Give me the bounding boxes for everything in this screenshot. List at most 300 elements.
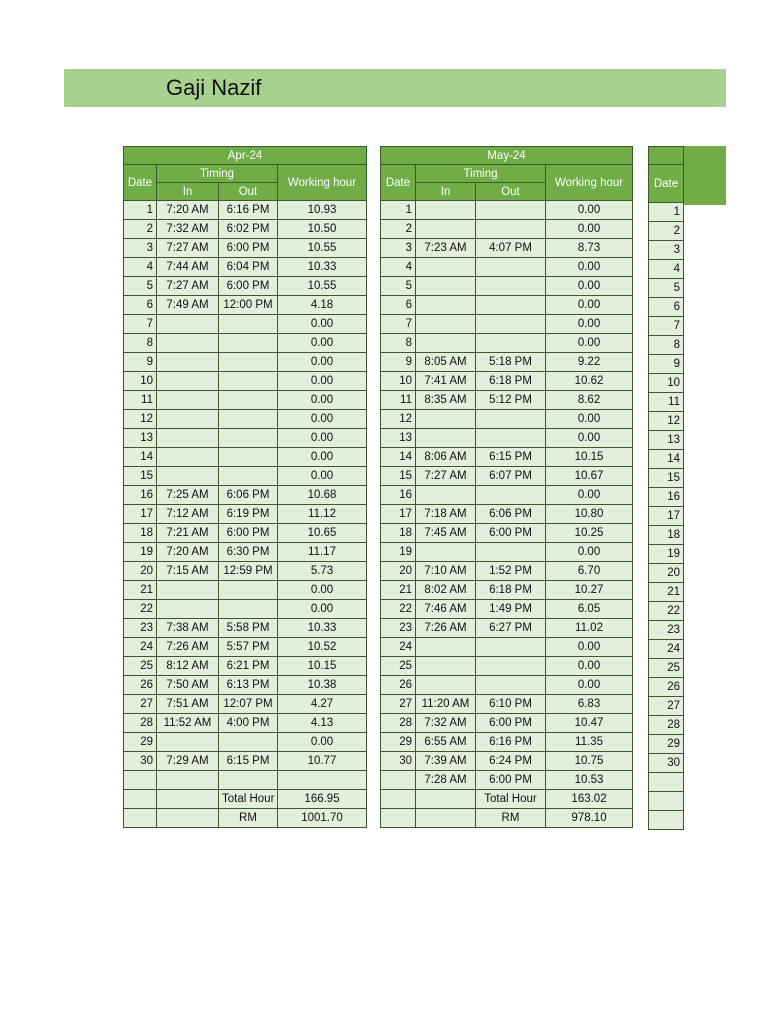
date-cell: 25 <box>124 657 157 676</box>
time-out-cell <box>219 372 278 391</box>
table-row <box>124 543 367 562</box>
time-out-cell: 6:02 PM <box>219 220 278 239</box>
table-row <box>649 393 684 412</box>
time-out-cell: 6:00 PM <box>476 524 546 543</box>
time-out-cell: 6:04 PM <box>219 258 278 277</box>
date-cell: 11 <box>649 393 684 412</box>
time-in-cell: 7:51 AM <box>157 695 219 714</box>
working-hour-cell: 4.13 <box>278 714 367 733</box>
table-row <box>381 258 633 277</box>
time-in-cell <box>157 600 219 619</box>
working-hour-cell: 0.00 <box>546 277 633 296</box>
date-cell: 2 <box>124 220 157 239</box>
time-in-cell: 7:20 AM <box>157 201 219 220</box>
date-cell: 6 <box>381 296 416 315</box>
month-header: Apr-24 <box>124 147 367 165</box>
date-cell: 12 <box>649 412 684 431</box>
time-in-cell <box>416 334 476 353</box>
date-cell: 18 <box>649 526 684 545</box>
working-hour-cell: 8.62 <box>546 391 633 410</box>
date-cell: 10 <box>649 374 684 393</box>
summary-blank-cell <box>124 809 157 828</box>
time-out-cell: 6:00 PM <box>219 239 278 258</box>
working-hour-cell: 0.00 <box>546 296 633 315</box>
time-in-cell: 6:55 AM <box>416 733 476 752</box>
date-cell: 8 <box>124 334 157 353</box>
table-row <box>124 505 367 524</box>
working-hour-cell: 10.55 <box>278 239 367 258</box>
time-out-cell: 1:52 PM <box>476 562 546 581</box>
time-out-cell: 6:16 PM <box>476 733 546 752</box>
working-hour-cell: 0.00 <box>546 315 633 334</box>
table-row <box>649 697 684 716</box>
table-row <box>124 277 367 296</box>
table-row <box>381 277 633 296</box>
date-cell: 1 <box>381 201 416 220</box>
date-cell: 19 <box>649 545 684 564</box>
time-in-cell: 7:29 AM <box>157 752 219 771</box>
table-row <box>649 203 684 222</box>
working-hour-cell: 0.00 <box>278 429 367 448</box>
summary-blank-cell <box>157 809 219 828</box>
time-out-cell: 5:18 PM <box>476 353 546 372</box>
date-cell: 16 <box>381 486 416 505</box>
time-out-cell <box>476 315 546 334</box>
working-hour-cell: 4.18 <box>278 296 367 315</box>
date-cell: 4 <box>124 258 157 277</box>
date-cell <box>381 771 416 790</box>
working-hour-cell: 0.00 <box>546 220 633 239</box>
summary-blank-cell <box>649 811 684 830</box>
table-row <box>381 220 633 239</box>
date-cell: 15 <box>124 467 157 486</box>
time-in-cell: 7:27 AM <box>157 277 219 296</box>
working-hour-cell: 10.93 <box>278 201 367 220</box>
table-row <box>649 355 684 374</box>
time-out-cell: 6:07 PM <box>476 467 546 486</box>
date-cell: 2 <box>381 220 416 239</box>
date-cell: 1 <box>649 203 684 222</box>
rm-value: 1001.70 <box>278 809 367 828</box>
time-in-cell <box>416 638 476 657</box>
working-hour-cell: 10.33 <box>278 619 367 638</box>
time-out-cell: 6:15 PM <box>476 448 546 467</box>
date-cell: 30 <box>381 752 416 771</box>
time-in-cell: 7:26 AM <box>416 619 476 638</box>
working-hour-cell: 10.50 <box>278 220 367 239</box>
rm-label: RM <box>219 809 278 828</box>
table-row <box>649 640 684 659</box>
time-out-cell <box>219 391 278 410</box>
table-row <box>381 676 633 695</box>
table-row <box>381 543 633 562</box>
time-out-cell: 6:00 PM <box>476 714 546 733</box>
table-row <box>124 752 367 771</box>
date-cell: 4 <box>381 258 416 277</box>
summary-blank-cell <box>381 790 416 809</box>
table-row <box>381 410 633 429</box>
time-out-cell: 5:57 PM <box>219 638 278 657</box>
working-hour-cell: 10.68 <box>278 486 367 505</box>
date-cell: 25 <box>381 657 416 676</box>
out-header: Out <box>219 183 278 201</box>
date-cell: 23 <box>649 621 684 640</box>
time-out-cell: 12:07 PM <box>219 695 278 714</box>
table-row <box>124 657 367 676</box>
working-hour-cell: 10.53 <box>546 771 633 790</box>
time-in-cell: 7:18 AM <box>416 505 476 524</box>
table-row <box>649 602 684 621</box>
date-cell: 20 <box>649 564 684 583</box>
table-row <box>381 296 633 315</box>
date-cell: 15 <box>649 469 684 488</box>
date-cell: 24 <box>381 638 416 657</box>
date-cell <box>124 771 157 790</box>
time-out-cell <box>219 733 278 752</box>
table-row <box>649 488 684 507</box>
working-hour-cell: 0.00 <box>278 353 367 372</box>
working-hour-cell: 11.12 <box>278 505 367 524</box>
date-cell: 28 <box>124 714 157 733</box>
summary-blank-cell <box>124 790 157 809</box>
time-in-cell <box>416 296 476 315</box>
table-row <box>649 260 684 279</box>
time-in-cell <box>416 486 476 505</box>
table-row <box>381 505 633 524</box>
table-row <box>381 334 633 353</box>
time-in-cell: 11:52 AM <box>157 714 219 733</box>
table-row <box>649 621 684 640</box>
table-row <box>124 676 367 695</box>
time-out-cell: 4:07 PM <box>476 239 546 258</box>
time-out-cell <box>219 334 278 353</box>
table-row <box>649 507 684 526</box>
time-out-cell <box>476 543 546 562</box>
working-hour-cell: 0.00 <box>546 543 633 562</box>
month-header <box>649 147 684 165</box>
date-cell: 7 <box>124 315 157 334</box>
time-out-cell: 4:00 PM <box>219 714 278 733</box>
time-in-cell: 8:12 AM <box>157 657 219 676</box>
table-row <box>381 467 633 486</box>
working-hour-cell: 10.52 <box>278 638 367 657</box>
working-hour-cell: 0.00 <box>546 638 633 657</box>
summary-blank-cell <box>381 809 416 828</box>
time-out-cell: 6:00 PM <box>219 277 278 296</box>
time-in-cell: 7:32 AM <box>157 220 219 239</box>
date-cell: 17 <box>124 505 157 524</box>
working-hour-cell: 10.77 <box>278 752 367 771</box>
working-hour-cell: 0.00 <box>546 201 633 220</box>
date-cell: 4 <box>649 260 684 279</box>
table-row <box>381 201 633 220</box>
table-row <box>124 524 367 543</box>
date-cell: 9 <box>124 353 157 372</box>
time-in-cell <box>157 581 219 600</box>
summary-blank-cell <box>416 790 476 809</box>
working-hour-cell: 0.00 <box>546 258 633 277</box>
date-cell: 12 <box>124 410 157 429</box>
date-cell: 9 <box>649 355 684 374</box>
working-hour-cell: 10.38 <box>278 676 367 695</box>
working-hour-cell: 4.27 <box>278 695 367 714</box>
total-hour-value: 163.02 <box>546 790 633 809</box>
summary-blank-cell <box>157 790 219 809</box>
working-hour-cell: 0.00 <box>546 410 633 429</box>
time-out-cell: 1:49 PM <box>476 600 546 619</box>
working-hour-cell: 0.00 <box>278 581 367 600</box>
table-row <box>381 581 633 600</box>
time-in-cell: 7:25 AM <box>157 486 219 505</box>
time-in-cell <box>416 410 476 429</box>
time-in-cell: 7:28 AM <box>416 771 476 790</box>
table-row <box>124 315 367 334</box>
title-banner <box>64 69 726 107</box>
time-in-cell <box>416 429 476 448</box>
table-row <box>124 714 367 733</box>
time-in-cell <box>416 258 476 277</box>
table-row <box>124 429 367 448</box>
table-row <box>381 638 633 657</box>
time-in-cell: 7:46 AM <box>416 600 476 619</box>
working-hour-cell: 0.00 <box>278 391 367 410</box>
time-in-cell: 7:12 AM <box>157 505 219 524</box>
date-cell: 18 <box>124 524 157 543</box>
table-row <box>381 714 633 733</box>
table-row <box>381 562 633 581</box>
table-row <box>381 486 633 505</box>
total-hour-label: Total Hour <box>476 790 546 809</box>
table-row <box>124 296 367 315</box>
table-row <box>124 448 367 467</box>
time-in-cell: 7:27 AM <box>416 467 476 486</box>
date-cell: 10 <box>381 372 416 391</box>
out-header: Out <box>476 183 546 201</box>
time-out-cell <box>476 220 546 239</box>
table-row <box>649 526 684 545</box>
total-hour-value: 166.95 <box>278 790 367 809</box>
date-cell: 26 <box>381 676 416 695</box>
table-row <box>124 638 367 657</box>
time-out-cell <box>219 467 278 486</box>
date-cell: 28 <box>649 716 684 735</box>
time-in-cell: 7:41 AM <box>416 372 476 391</box>
working-hour-cell: 11.35 <box>546 733 633 752</box>
time-in-cell: 7:27 AM <box>157 239 219 258</box>
in-header: In <box>157 183 219 201</box>
table-row <box>124 695 367 714</box>
table-row <box>649 336 684 355</box>
table-row <box>124 334 367 353</box>
time-out-cell <box>476 676 546 695</box>
date-header: Date <box>381 165 416 201</box>
time-in-cell <box>157 372 219 391</box>
summary-blank-cell <box>649 792 684 811</box>
time-out-cell <box>476 486 546 505</box>
date-cell: 30 <box>649 754 684 773</box>
time-in-cell: 7:38 AM <box>157 619 219 638</box>
partial-month-header <box>683 146 726 205</box>
time-in-cell <box>416 220 476 239</box>
date-cell: 8 <box>649 336 684 355</box>
time-out-cell <box>476 277 546 296</box>
time-in-cell: 7:45 AM <box>416 524 476 543</box>
working-hour-cell: 0.00 <box>278 467 367 486</box>
date-cell: 22 <box>381 600 416 619</box>
table-row <box>381 695 633 714</box>
date-cell: 27 <box>124 695 157 714</box>
time-out-cell <box>476 334 546 353</box>
month-header: May-24 <box>381 147 633 165</box>
date-cell: 14 <box>381 448 416 467</box>
table-row <box>649 412 684 431</box>
time-out-cell <box>219 600 278 619</box>
working-hour-cell: 0.00 <box>278 600 367 619</box>
date-cell: 28 <box>381 714 416 733</box>
table-row <box>381 448 633 467</box>
table-row <box>124 486 367 505</box>
time-in-cell <box>416 201 476 220</box>
time-in-cell: 7:49 AM <box>157 296 219 315</box>
working-hour-cell: 10.80 <box>546 505 633 524</box>
time-out-cell: 6:16 PM <box>219 201 278 220</box>
time-out-cell <box>219 448 278 467</box>
date-cell: 8 <box>381 334 416 353</box>
working-hour-cell: 6.83 <box>546 695 633 714</box>
working-hour-cell: 10.62 <box>546 372 633 391</box>
time-out-cell: 6:00 PM <box>219 524 278 543</box>
working-hour-cell: 0.00 <box>278 448 367 467</box>
working-hour-cell: 0.00 <box>546 334 633 353</box>
date-cell: 9 <box>381 353 416 372</box>
working-hour-cell: 0.00 <box>278 372 367 391</box>
date-cell: 17 <box>649 507 684 526</box>
table-row <box>381 619 633 638</box>
time-in-cell: 7:20 AM <box>157 543 219 562</box>
table-row <box>381 733 633 752</box>
table-row <box>124 733 367 752</box>
date-cell: 29 <box>649 735 684 754</box>
time-in-cell <box>157 410 219 429</box>
working-hour-cell: 6.05 <box>546 600 633 619</box>
time-out-cell: 6:06 PM <box>219 486 278 505</box>
timing-header: Timing <box>157 165 278 183</box>
table-row <box>124 562 367 581</box>
date-cell: 2 <box>649 222 684 241</box>
time-in-cell <box>416 277 476 296</box>
total-hour-label: Total Hour <box>219 790 278 809</box>
date-cell: 5 <box>649 279 684 298</box>
in-header: In <box>416 183 476 201</box>
date-cell: 29 <box>381 733 416 752</box>
time-in-cell <box>157 771 219 790</box>
time-in-cell: 8:06 AM <box>416 448 476 467</box>
working-hour-cell: 0.00 <box>546 429 633 448</box>
working-hour-cell: 10.25 <box>546 524 633 543</box>
table-row <box>649 735 684 754</box>
date-cell: 12 <box>381 410 416 429</box>
working-hour-cell: 9.22 <box>546 353 633 372</box>
working-hour-header: Working hour <box>278 165 367 201</box>
date-cell: 15 <box>381 467 416 486</box>
working-hour-cell <box>278 771 367 790</box>
time-in-cell: 7:15 AM <box>157 562 219 581</box>
date-cell: 11 <box>124 391 157 410</box>
time-in-cell: 7:32 AM <box>416 714 476 733</box>
date-cell: 26 <box>124 676 157 695</box>
time-in-cell <box>157 315 219 334</box>
time-out-cell <box>476 429 546 448</box>
time-out-cell <box>476 638 546 657</box>
working-hour-cell: 10.27 <box>546 581 633 600</box>
working-hour-cell: 8.73 <box>546 239 633 258</box>
working-hour-cell: 10.75 <box>546 752 633 771</box>
time-out-cell: 6:30 PM <box>219 543 278 562</box>
date-cell: 3 <box>124 239 157 258</box>
table-row <box>381 372 633 391</box>
time-in-cell <box>157 429 219 448</box>
table-row <box>649 450 684 469</box>
timing-header: Timing <box>416 165 546 183</box>
time-out-cell <box>219 429 278 448</box>
date-cell: 13 <box>381 429 416 448</box>
time-in-cell: 7:39 AM <box>416 752 476 771</box>
working-hour-cell: 6.70 <box>546 562 633 581</box>
table-row <box>381 600 633 619</box>
date-cell: 26 <box>649 678 684 697</box>
time-out-cell: 6:21 PM <box>219 657 278 676</box>
date-cell: 6 <box>649 298 684 317</box>
time-out-cell: 12:59 PM <box>219 562 278 581</box>
table-row <box>649 754 684 773</box>
table-row <box>381 752 633 771</box>
table-row <box>124 410 367 429</box>
time-in-cell <box>416 543 476 562</box>
table-row <box>124 220 367 239</box>
rm-label: RM <box>476 809 546 828</box>
date-cell: 20 <box>381 562 416 581</box>
partial-timesheet-table <box>648 146 684 830</box>
date-cell: 21 <box>124 581 157 600</box>
date-cell: 3 <box>649 241 684 260</box>
table-row <box>649 583 684 602</box>
time-out-cell: 6:19 PM <box>219 505 278 524</box>
time-out-cell <box>476 657 546 676</box>
table-row <box>124 372 367 391</box>
summary-blank-cell <box>416 809 476 828</box>
working-hour-cell: 10.67 <box>546 467 633 486</box>
working-hour-cell: 0.00 <box>546 676 633 695</box>
time-in-cell: 7:44 AM <box>157 258 219 277</box>
table-row <box>124 467 367 486</box>
time-in-cell <box>157 353 219 372</box>
date-cell: 11 <box>381 391 416 410</box>
time-out-cell: 6:06 PM <box>476 505 546 524</box>
working-hour-cell: 10.33 <box>278 258 367 277</box>
table-row <box>381 657 633 676</box>
time-in-cell <box>416 676 476 695</box>
table-row <box>649 716 684 735</box>
time-in-cell: 8:35 AM <box>416 391 476 410</box>
table-row <box>649 469 684 488</box>
working-hour-header: Working hour <box>546 165 633 201</box>
date-cell: 18 <box>381 524 416 543</box>
working-hour-cell: 0.00 <box>546 486 633 505</box>
date-header: Date <box>649 165 684 203</box>
time-out-cell <box>476 258 546 277</box>
working-hour-cell: 11.17 <box>278 543 367 562</box>
working-hour-cell: 0.00 <box>278 315 367 334</box>
